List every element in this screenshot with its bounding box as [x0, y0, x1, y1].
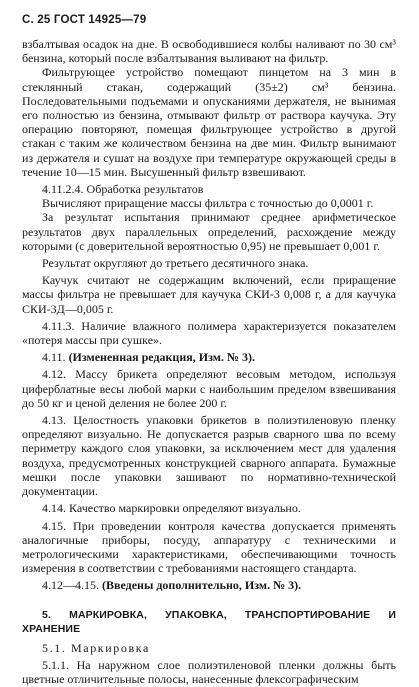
page-header: С. 25 ГОСТ 14925—79 — [22, 14, 147, 26]
amendment-note: (Введены дополнительно, Изм. № 3). — [102, 578, 302, 593]
clause-number: 4.12—4.15. — [42, 578, 99, 593]
clause-4-14: 4.14. Качество маркировки определяют визуально. — [42, 501, 301, 516]
clause-number: 4.11. — [42, 350, 66, 365]
paragraph-test-result: За результат испытания принимают среднее арифметическое результатов двух параллельных определений, расхождение между которыми (с доверительной вероятностью 0,95) не превышает 0,001 г. — [22, 210, 396, 253]
paragraph-mass-increment: Вычисляют приращение массы фильтра с точностью до 0,0001 г. — [42, 196, 374, 211]
clause-5-1-1: 5.1.1. На наружном слое полиэтиленовой пленки должны быть цветные отличительные полосы, нанесенные флексографическим — [22, 658, 396, 687]
paragraph-continuation: взбалтывая осадок на дне. В освободившиеся колбы наливают по 30 см³ бензина, который после взбалтывания выливают на фильтр. — [22, 37, 396, 66]
document-body — [22, 37, 396, 687]
clause-4-15: 4.15. При проведении контроля качества допускается применять аналогичные приборы, посуду, аппаратуру с техническими и метрологическими характеристиками, обеспечивающими точность измерения в соответствии с требованиями настоящего стандарта. — [22, 518, 396, 576]
clause-4-12: 4.12. Массу брикета определяют весовым методом, используя циферблатные весы любой марки с наибольшим пределом взвешивания до 50 кг и ценой деления не более 200 г. — [22, 367, 396, 410]
paragraph-filter-washing: Фильтрующее устройство помещают пинцетом на 3 мин в стеклянный стакан, содержащий (35±2) см³ бензина. Последовательными подъемами и опусканиями держателя, не вынимая его полностью из бензина, отмывают фильтр от раствора каучука. Эту операцию повторяют, помещая фильтрующее устройство в другой стакан с таким же количеством бензина на две мин. Фильтр вынимают из держателя и сушат на воздухе при температуре окружающей среды в течение 10—15 мин. Высушенный фильтр взвешивают. — [22, 65, 396, 179]
paragraph-inclusions-criteria: Каучук считают не содержащим включений, если приращение массы фильтра не превышает для каучука СКИ-3 0,008 г, а для каучука СКИ-3Д—0,005 г. — [22, 273, 396, 316]
clause-4-11-amendment — [22, 350, 396, 364]
section-5-title: 5. МАРКИРОВКА, УПАКОВКА, ТРАНСПОРТИРОВАНИЕ И ХРАНЕНИЕ — [22, 608, 396, 635]
clause-4-12-4-15-amendment — [22, 578, 396, 592]
subsection-5-1-title: 5.1. Маркировка — [42, 640, 150, 655]
clause-4-11-2-4-heading: 4.11.2.4. Обработка результатов — [42, 182, 204, 197]
amendment-note: (Измененная редакция, Изм. № 3). — [68, 350, 255, 365]
clause-4-11-3: 4.11.3. Наличие влажного полимера характеризуется показателем «потеря массы при сушке». — [22, 318, 396, 348]
paragraph-rounding: Результат округляют до третьего десятичного знака. — [42, 256, 309, 271]
clause-4-13: 4.13. Целостность упаковки брикетов в полиэтиленовую пленку определяют визуально. Не допускается разрыв сварного шва по всему периметру каждого слоя упаковки, за исключением мест для удаления воздуха, предусмотренных конструкцией сварного аппарата. Бумажные мешки после упаковки зашивают по нормативно-технической документации. — [22, 413, 396, 499]
